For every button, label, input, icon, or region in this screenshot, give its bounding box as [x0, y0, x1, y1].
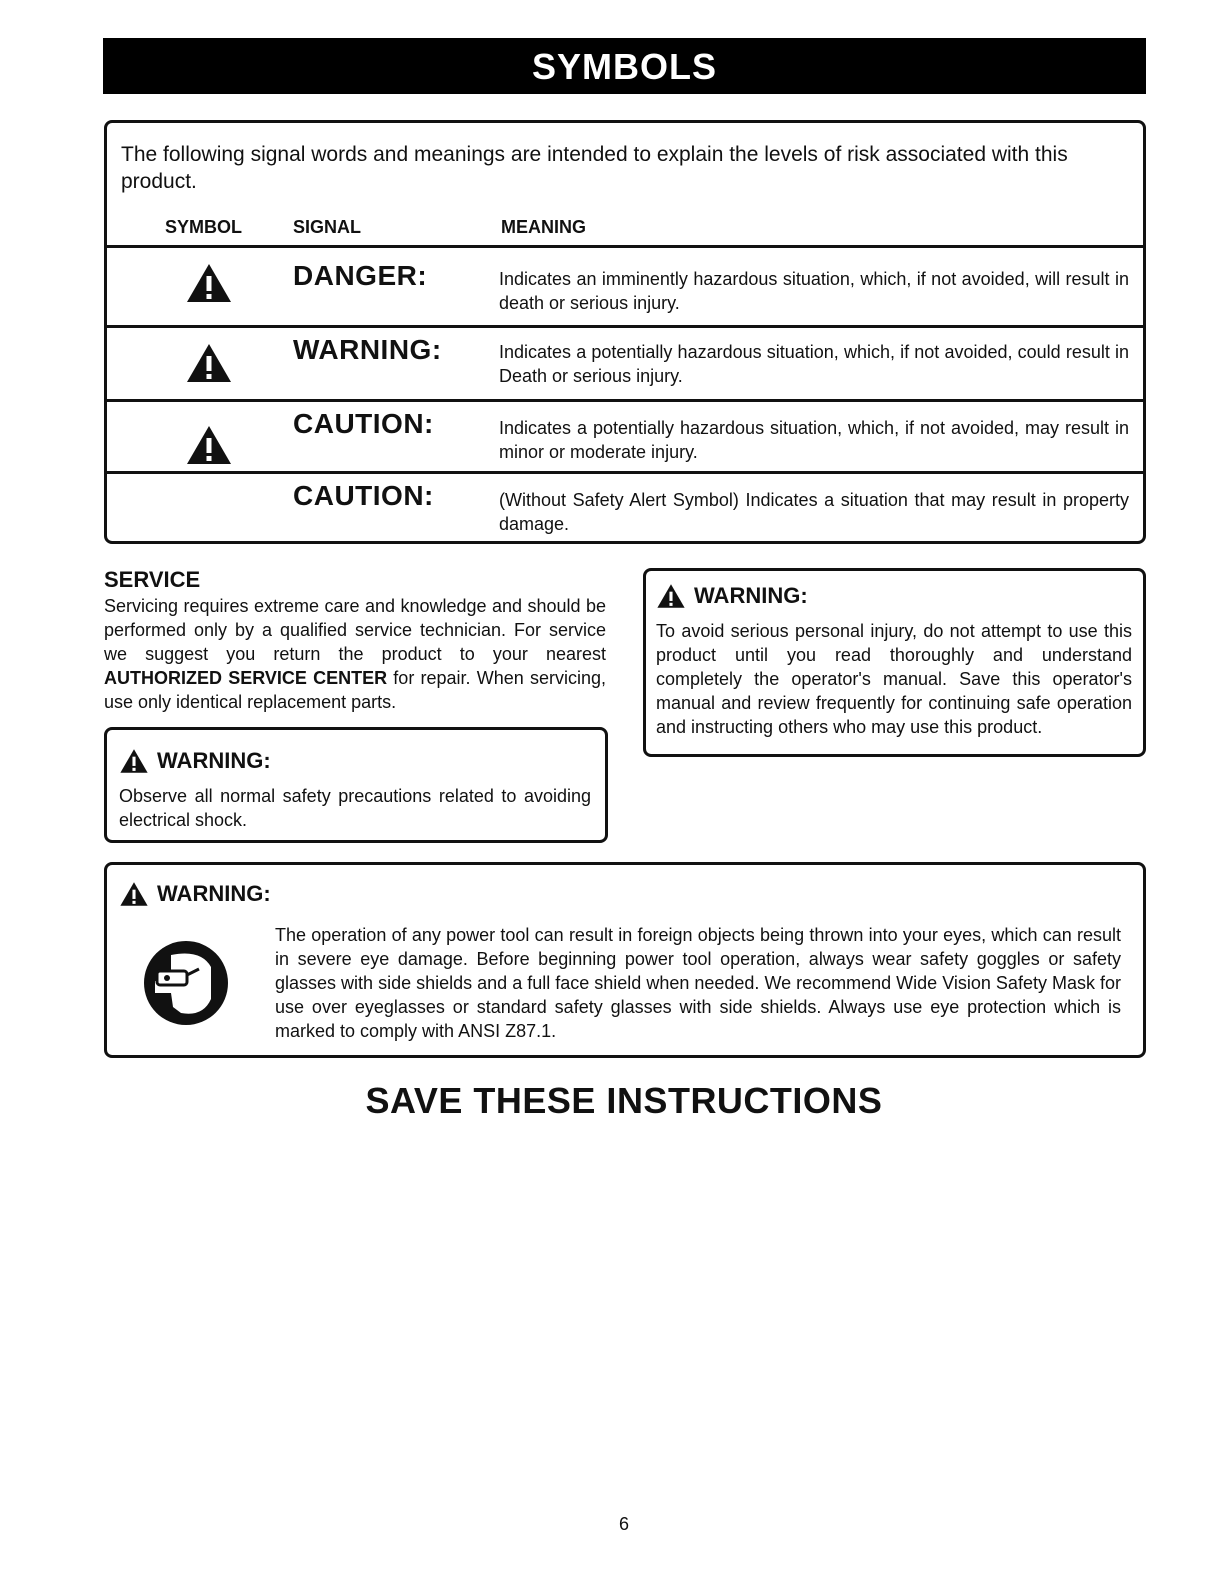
symbol-row-danger — [107, 245, 1143, 325]
warning-box-eye — [104, 862, 1146, 1058]
warning-text-manual: To avoid serious personal injury, do not attempt to use this product until you read thoroughly and understand completely the operator's manual. Save this operator's manual and review frequently for continuing safe operation and instructing others who may use this product. — [656, 621, 1132, 737]
service-heading: SERVICE — [104, 567, 201, 592]
eye-protection-icon — [141, 937, 231, 1029]
symbol-row-caution — [107, 399, 1143, 471]
safety-alert-icon — [185, 342, 233, 384]
warning-title: WARNING: — [119, 881, 271, 907]
safety-alert-icon — [656, 583, 686, 609]
signal-word-danger: DANGER: — [293, 260, 428, 291]
warning-box-shock — [104, 727, 608, 843]
header-meaning: MEANING — [501, 217, 586, 237]
meaning-danger: Indicates an imminently hazardous situation, which, if not avoided, will result in death or serious injury. — [499, 269, 1129, 313]
warning-title: WARNING: — [119, 748, 271, 774]
safety-alert-icon — [119, 881, 149, 907]
signal-word-warning: WARNING: — [293, 334, 442, 365]
intro-text: The following signal words and meanings are intended to explain the levels of risk associated with this product. — [121, 143, 1068, 193]
save-instructions-title: SAVE THESE INSTRUCTIONS — [365, 1080, 883, 1121]
warning-box-manual — [643, 568, 1146, 757]
meaning-caution: Indicates a potentially hazardous situation, which, if not avoided, may result in minor or moderate injury. — [499, 418, 1129, 462]
symbol-row-warning — [107, 325, 1143, 399]
safety-alert-icon — [119, 748, 149, 774]
warning-title: WARNING: — [656, 583, 808, 609]
warning-text-shock: Observe all normal safety precautions related to avoiding electrical shock. — [119, 786, 591, 830]
signal-word-caution-no-symbol: CAUTION: — [293, 480, 434, 511]
signal-word-caution: CAUTION: — [293, 408, 434, 439]
symbols-table — [104, 120, 1146, 544]
header-symbol: SYMBOL — [165, 217, 243, 237]
page-title: SYMBOLS — [103, 38, 1146, 94]
meaning-warning: Indicates a potentially hazardous situation, which, if not avoided, could result in Death or serious injury. — [499, 342, 1129, 386]
authorized-service-center: AUTHORIZED SERVICE CENTER — [104, 668, 388, 688]
symbol-row-caution-no-symbol — [107, 471, 1143, 544]
safety-alert-icon — [185, 262, 233, 304]
warning-text-eye: The operation of any power tool can result in foreign objects being thrown into your eyes, which can result in severe eye damage. Before beginning power tool operation, always wear safety goggles or safety glasses with side shields and a full face shield when needed. We recommend Wide Vision Safety Mask for use over eyeglasses or standard safety glasses with side shields. Always use eye protection which is marked to comply with ANSI Z87.1. — [275, 925, 1121, 1041]
service-text: Servicing requires extreme care and knowledge and should be performed only by a qualified service technician. For service we suggest you return the product to your nearest AUTHORIZED SERVICE CENTER for repair. When servicing, use only identical replacement parts. — [104, 596, 606, 712]
safety-alert-icon — [185, 424, 233, 466]
meaning-caution-no-symbol: (Without Safety Alert Symbol) Indicates a situation that may result in property damage. — [499, 490, 1129, 534]
page-number: 6 — [618, 1514, 629, 1534]
header-signal: SIGNAL — [293, 217, 362, 237]
